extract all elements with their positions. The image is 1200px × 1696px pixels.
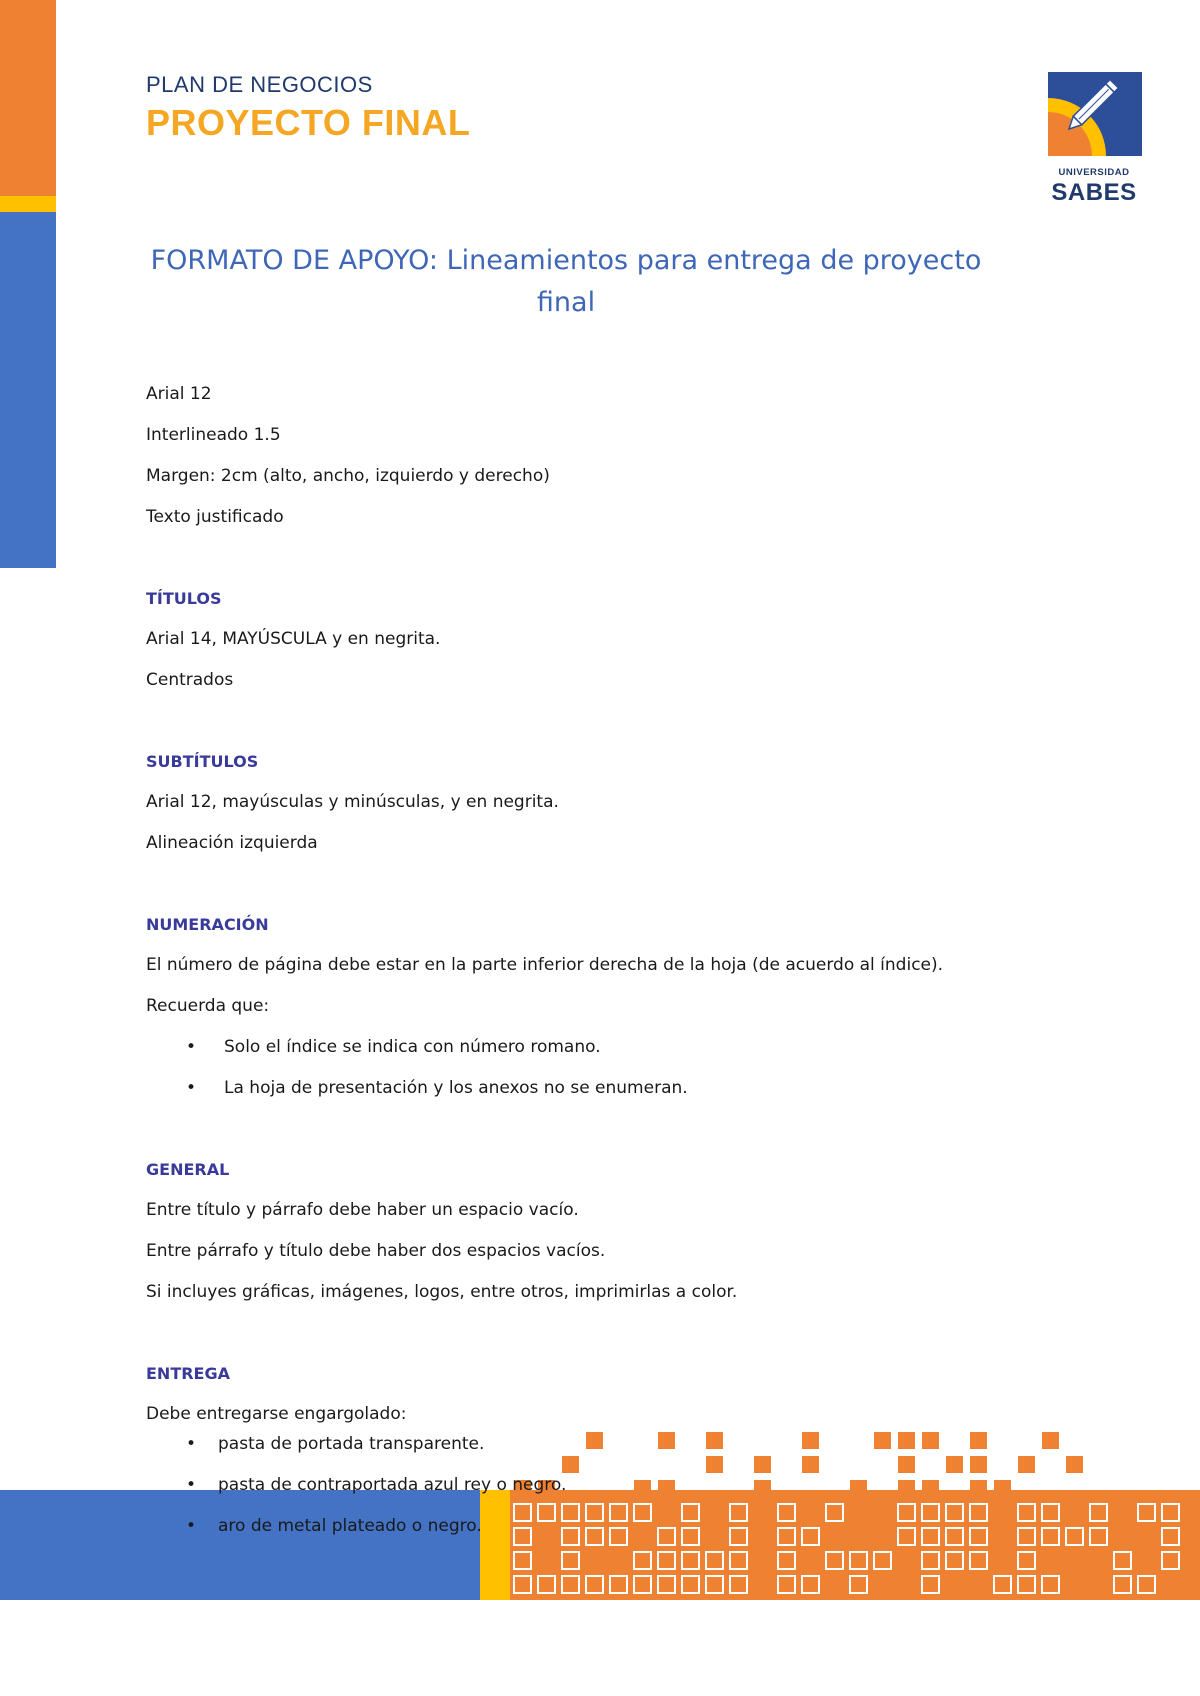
pixel-square [1162,1552,1179,1569]
pixel-square [1066,1456,1083,1473]
pixel-square [778,1552,795,1569]
bullet-item [146,1506,1026,1547]
section-heading-entrega: ENTREGA [146,1364,230,1383]
header-title: PROYECTO FINAL [146,102,471,143]
bullet-icon: • [186,1434,197,1454]
university-logo [1044,72,1144,208]
pixel-square [1114,1576,1131,1593]
pixel-square [730,1552,747,1569]
format-line: Interlineado 1.5 [146,425,281,445]
section-line: Arial 12, mayúsculas y minúsculas, y en negrita. [146,792,559,812]
format-line: Arial 12 [146,384,212,404]
pixel-square [1114,1552,1131,1569]
pixel-square [514,1552,531,1569]
section-line: El número de página debe estar en la parte inferior derecha de la hoja (de acuerdo al índice). [146,955,944,975]
pixel-square [1090,1504,1107,1521]
section-line: Centrados [146,670,234,690]
pixel-square [634,1576,651,1593]
pixel-square [1162,1528,1179,1545]
bullet-item [146,1027,1026,1068]
pixel-square [562,1552,579,1569]
pixel-square [994,1576,1011,1593]
pixel-square [850,1576,867,1593]
bullet-item [146,1424,1026,1465]
bullet-text: pasta de portada transparente. [218,1434,485,1454]
pixel-square [1042,1504,1059,1521]
section-line: Alineación izquierda [146,833,318,853]
pixel-square [1042,1576,1059,1593]
pixel-square [1042,1528,1059,1545]
section-line: Arial 14, MAYÚSCULA y en negrita. [146,629,441,649]
section-heading-titulos: TÍTULOS [146,589,222,608]
pixel-square [1066,1528,1083,1545]
pixel-square [778,1576,795,1593]
bullet-item [146,1068,1026,1109]
bullet-text: La hoja de presentación y los anexos no se enumeran. [224,1078,688,1098]
pixel-square [1162,1504,1179,1521]
header-subtitle: PLAN DE NEGOCIOS [146,72,373,97]
bullet-icon: • [186,1516,197,1536]
pixel-square [682,1552,699,1569]
document-title-line-2: final [536,287,596,318]
section-line: Entre título y párrafo debe haber un espacio vacío. [146,1200,579,1220]
document-title-line-1: FORMATO DE APOYO: Lineamientos para entrega de proyecto [150,245,982,276]
left-orange-bar [0,0,56,196]
section-heading-numeracion: NUMERACIÓN [146,915,269,934]
pixel-square [826,1552,843,1569]
pencil-emblem-icon [1048,72,1142,156]
pixel-square [1042,1432,1059,1449]
pixel-square [634,1552,651,1569]
bullet-item [146,1465,1026,1506]
pixel-square [658,1552,675,1569]
bullet-icon: • [186,1475,197,1495]
pixel-square [802,1576,819,1593]
section-line: Recuerda que: [146,996,270,1016]
logo-emblem [1048,72,1142,156]
format-line: Texto justificado [146,507,284,527]
pixel-square [1018,1576,1035,1593]
bullet-text: aro de metal plateado o negro. [218,1516,482,1536]
section-heading-general: GENERAL [146,1160,230,1179]
bullet-icon: • [186,1078,197,1098]
pixel-square [610,1576,627,1593]
pixel-square [706,1552,723,1569]
pixel-square [946,1552,963,1569]
left-yellow-bar [0,196,56,212]
section-line: Debe entregarse engargolado: [146,1404,407,1424]
pixel-square [850,1552,867,1569]
format-line: Margen: 2cm (alto, ancho, izquierdo y derecho) [146,466,550,486]
pixel-square [682,1576,699,1593]
pixel-square [874,1552,891,1569]
pixel-square [706,1576,723,1593]
section-line: Si incluyes gráficas, imágenes, logos, entre otros, imprimirlas a color. [146,1282,738,1302]
pixel-square [1018,1552,1035,1569]
pixel-square [1138,1576,1155,1593]
pixel-square [1138,1504,1155,1521]
bullet-text: Solo el índice se indica con número romano. [224,1037,601,1057]
logo-sabes-text: SABES [1051,179,1137,206]
pixel-square [1090,1528,1107,1545]
section-heading-subtitulos: SUBTÍTULOS [146,752,259,771]
pixel-square [514,1576,531,1593]
pixel-square [922,1552,939,1569]
pixel-square [922,1576,939,1593]
pixel-square [562,1576,579,1593]
pixel-square [658,1576,675,1593]
bullet-icon: • [186,1037,197,1057]
logo-university-text: UNIVERSIDAD [1058,167,1130,178]
left-blue-bar [0,212,56,568]
document-body [146,374,1026,1435]
section-line: Entre párrafo y título debe haber dos espacios vacíos. [146,1241,606,1261]
pixel-square [586,1576,603,1593]
pixel-square [730,1576,747,1593]
pixel-square [970,1552,987,1569]
pixel-square [538,1576,555,1593]
bullet-text: pasta de contraportada azul rey o negro. [218,1475,567,1495]
entrega-bullets [146,1424,1026,1547]
document-title [146,240,986,324]
